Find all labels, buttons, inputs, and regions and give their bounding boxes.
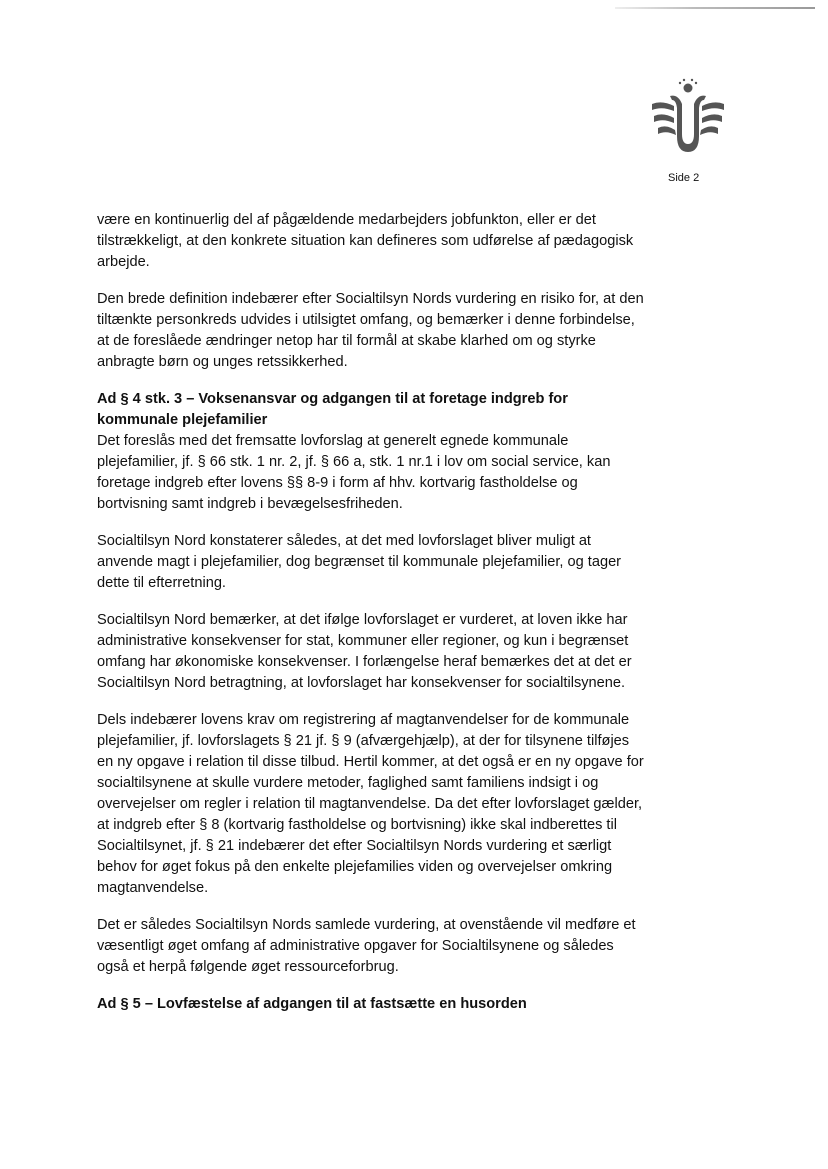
- text-line: plejefamilier, jf. lovforslagets § 21 jf. § 9 (afværgehjælp), at der for tilsynene tilføjes: [97, 733, 630, 749]
- text-line: dette til efterretning.: [97, 575, 226, 591]
- text-line: Socialtilsyn Nord betragtning, at lovforslaget har konsekvenser for socialtilsynene.: [97, 675, 626, 691]
- paragraph: [97, 289, 737, 373]
- text-line: at indgreb efter § 8 (kortvarig fastholdelse og bortvisning) ikke skal indberettes til: [97, 817, 617, 833]
- text-line: Det foreslås med det fremsatte lovforslag at generelt egnede kommunale: [97, 433, 569, 449]
- text-line: magtanvendelse.: [97, 880, 209, 896]
- text-line: væsentligt øget omfang af administrative opgaver for Socialtilsynene og således: [97, 938, 614, 954]
- top-rule: [615, 7, 815, 9]
- text-line: socialtilsynene at skulle vurdere metoder, faglighed samt familiens indsigt i og: [97, 775, 599, 791]
- text-line: bortvisning samt indgreb i bevægelsesfriheden.: [97, 496, 403, 512]
- text-line: også et herpå følgende øget ressourceforbrug.: [97, 959, 399, 975]
- coat-of-arms-logo: [648, 78, 728, 158]
- text-line: Det er således Socialtilsyn Nords samlede vurdering, at ovenstående vil medføre et: [97, 917, 636, 933]
- text-line: tilstrækkeligt, at den konkrete situation kan defineres som udførelse af pædagogisk: [97, 233, 634, 249]
- text-line: anbragte børn og unges retssikkerhed.: [97, 354, 348, 370]
- paragraph: [97, 531, 737, 594]
- text-line: Den brede definition indebærer efter Socialtilsyn Nords vurdering en risiko for, at den: [97, 291, 644, 307]
- text-line: behov for øget fokus på den enkelte plejefamilies viden og overvejelser omkring: [97, 859, 613, 875]
- section-heading: Ad § 5 – Lovfæstelse af adgangen til at fastsætte en husorden: [97, 996, 527, 1012]
- document-body: [97, 210, 737, 1031]
- text-line: overvejelser om regler i relation til magtanvendelse. Da det efter lovforslaget gælder,: [97, 796, 643, 812]
- page-number: Side 2: [668, 172, 700, 184]
- text-line: Socialtilsyn Nord konstaterer således, at det med lovforslaget bliver muligt at: [97, 533, 591, 549]
- text-line: tiltænkte personkreds udvides i utilsigtet omfang, og bemærker i denne forbindelse,: [97, 312, 635, 328]
- section-heading: kommunale plejefamilier: [97, 412, 268, 428]
- text-line: anvende magt i plejefamilier, dog begrænset til kommunale plejefamilier, og tager: [97, 554, 622, 570]
- text-line: Socialtilsyn Nord bemærker, at det ifølge lovforslaget er vurderet, at loven ikke har: [97, 612, 628, 628]
- text-line: Socialtilsynet, jf. § 21 indebærer det efter Socialtilsyn Nords vurdering et særligt: [97, 838, 612, 854]
- paragraph: [97, 610, 737, 694]
- section-heading: Ad § 4 stk. 3 – Voksenansvar og adgangen til at foretage indgreb for: [97, 391, 568, 407]
- text-line: at de foreslåede ændringer netop har til formål at skabe klarhed om og styrke: [97, 333, 596, 349]
- text-line: plejefamilier, jf. § 66 stk. 1 nr. 2, jf. § 66 a, stk. 1 nr.1 i lov om social service, kan: [97, 454, 611, 470]
- text-line: administrative konsekvenser for stat, kommuner eller regioner, og kun i begrænset: [97, 633, 629, 649]
- text-line: omfang har økonomiske konsekvenser. I forlængelse heraf bemærkes det at det er: [97, 654, 632, 670]
- text-line: foretage indgreb efter lovens §§ 8-9 i form af hhv. kortvarig fastholdelse og: [97, 475, 578, 491]
- text-line: være en kontinuerlig del af pågældende medarbejders jobfunkton, eller er det: [97, 212, 596, 228]
- text-line: en ny opgave i relation til disse tilbud. Hertil kommer, at det også er en ny opgave for: [97, 754, 644, 770]
- text-line: arbejde.: [97, 254, 150, 270]
- section: [97, 389, 737, 515]
- text-line: Dels indebærer lovens krav om registrering af magtanvendelser for de kommunale: [97, 712, 630, 728]
- paragraph: [97, 915, 737, 978]
- section: [97, 994, 737, 1015]
- paragraph: [97, 210, 737, 273]
- paragraph: [97, 710, 737, 899]
